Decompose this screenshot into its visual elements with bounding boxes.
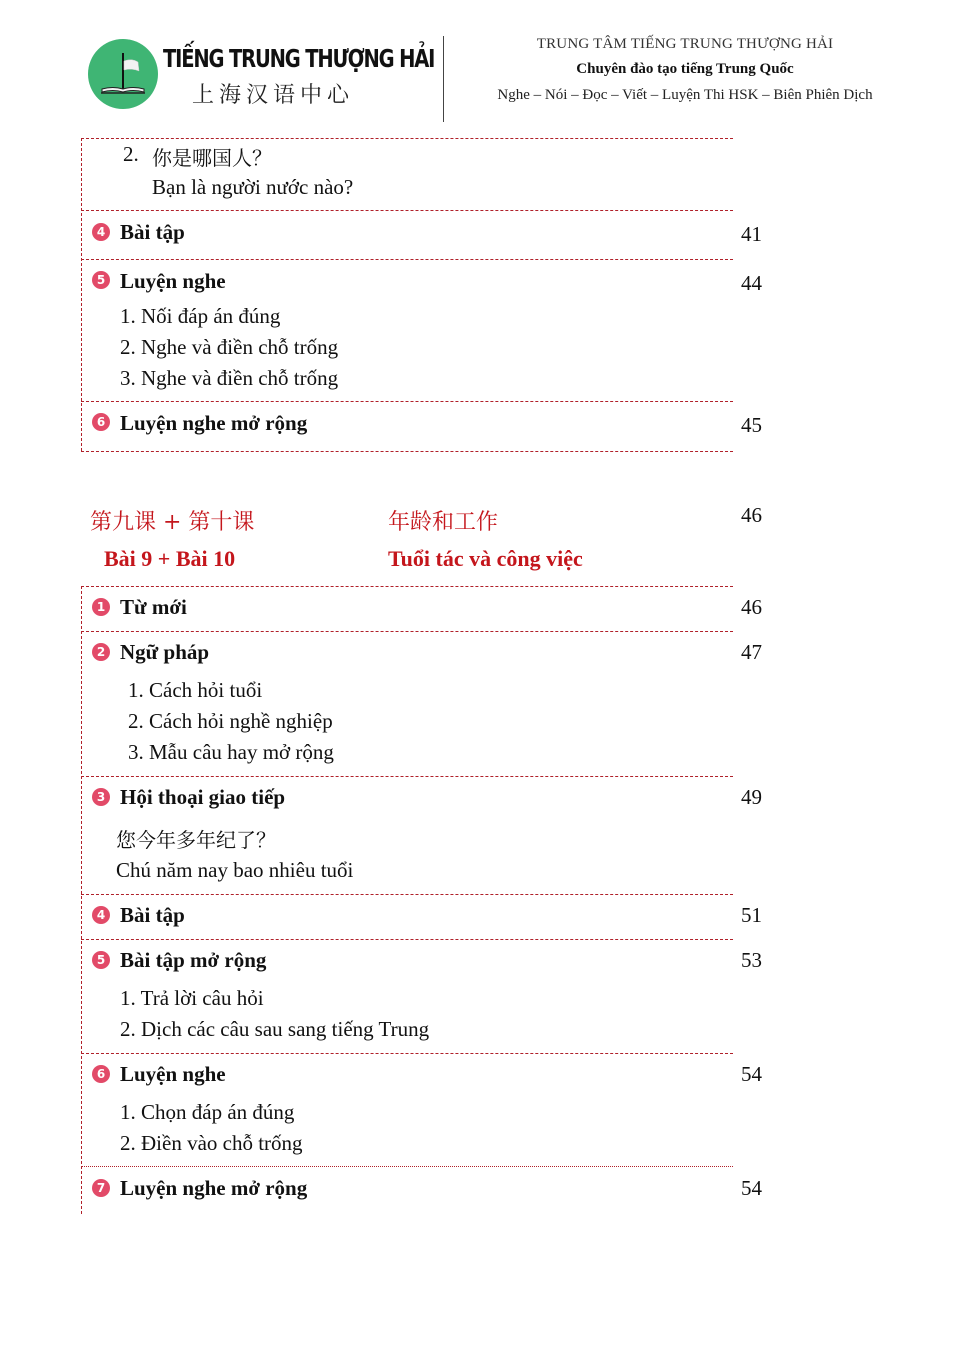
page-number: 45 xyxy=(741,413,762,437)
brand-name: TIẾNG TRUNG THƯỢNG HẢI xyxy=(163,44,435,73)
page-number: 44 xyxy=(741,271,762,295)
number-badge: 3 xyxy=(92,788,110,806)
lesson-number-chinese: 第九课 + 第十课 xyxy=(90,510,255,535)
divider xyxy=(81,776,733,777)
toc-subitem-chinese[interactable]: 您今年多年纪了？ xyxy=(116,828,276,852)
entry-title: Từ mới xyxy=(120,595,187,619)
subitem-vietnamese: Bạn là người nước nào? xyxy=(152,175,354,199)
toc-subitem[interactable]: 2. Dịch các câu sau sang tiếng Trung xyxy=(120,1017,430,1041)
center-name: TRUNG TÂM TIẾNG TRUNG THƯỢNG HẢI xyxy=(536,36,834,52)
entry-title: Luyện nghe mở rộng xyxy=(120,411,308,435)
number-badge: 5 xyxy=(92,951,110,969)
toc-subitem[interactable]: 2. Cách hỏi nghề nghiệp xyxy=(128,709,333,733)
book-flag-icon xyxy=(88,39,158,109)
toc-subitem[interactable]: 1. Chọn đáp án đúng xyxy=(120,1100,295,1124)
divider xyxy=(81,138,733,139)
number-badge: 2 xyxy=(92,643,110,661)
toc-subitem[interactable]: 2. Nghe và điền chỗ trống xyxy=(120,335,339,359)
toc-subitem[interactable]: 1. Nối đáp án đúng xyxy=(120,304,281,328)
page-number: 53 xyxy=(741,948,762,972)
logo xyxy=(88,39,158,109)
header-info xyxy=(460,34,910,105)
toc-subitem[interactable]: 1. Trả lời câu hỏi xyxy=(120,986,264,1010)
number-badge: 4 xyxy=(92,906,110,924)
entry-title: Bài tập xyxy=(120,903,185,927)
entry-title: Hội thoại giao tiếp xyxy=(120,785,286,809)
toc-subitem[interactable]: 3. Nghe và điền chỗ trống xyxy=(120,366,339,390)
lesson-number-vietnamese: Bài 9 + Bài 10 xyxy=(104,546,236,571)
divider xyxy=(81,631,733,632)
divider xyxy=(81,451,733,452)
entry-title: Bài tập xyxy=(120,220,185,244)
number-badge: 7 xyxy=(92,1179,110,1197)
page-number: 41 xyxy=(741,222,762,246)
header-divider xyxy=(443,36,444,122)
divider xyxy=(81,401,733,402)
divider xyxy=(81,259,733,260)
number-badge: 6 xyxy=(92,1065,110,1083)
lesson-title-vietnamese: Tuổi tác và công việc xyxy=(388,546,583,571)
page-number: 54 xyxy=(741,1176,762,1200)
subitem-chinese: 你是哪国人？ xyxy=(152,146,272,170)
toc-subitem[interactable]: 2. Điền vào chỗ trống xyxy=(120,1131,303,1155)
entry-title: Luyện nghe xyxy=(120,269,226,293)
number-badge: 4 xyxy=(92,223,110,241)
lesson-title-chinese: 年龄和工作 xyxy=(388,510,499,535)
toc-subitem[interactable]: 1. Cách hỏi tuổi xyxy=(128,678,263,702)
divider xyxy=(81,210,733,211)
tagline: Chuyên đào tạo tiếng Trung Quốc xyxy=(576,61,794,77)
divider xyxy=(81,1166,733,1167)
services-list: Nghe – Nói – Đọc – Viết – Luyện Thi HSK – Biên Phiên Dịch xyxy=(497,87,873,103)
divider xyxy=(81,894,733,895)
number-badge: 1 xyxy=(92,598,110,616)
entry-title: Ngữ pháp xyxy=(120,640,210,664)
divider xyxy=(81,586,733,587)
entry-title: Bài tập mở rộng xyxy=(120,948,267,972)
brand-chinese-name: 上海汉语中心 xyxy=(192,83,355,108)
page-number: 49 xyxy=(741,785,762,809)
number-badge: 6 xyxy=(92,413,110,431)
number-badge: 5 xyxy=(92,271,110,289)
page-number: 47 xyxy=(741,640,762,664)
page-number: 54 xyxy=(741,1062,762,1086)
subitem-number: 2. xyxy=(123,142,139,166)
page-header xyxy=(0,0,960,130)
entry-title: Luyện nghe mở rộng xyxy=(120,1176,308,1200)
entry-title: Luyện nghe xyxy=(120,1062,226,1086)
page-number: 46 xyxy=(741,595,762,619)
lesson-page-number: 46 xyxy=(741,503,762,527)
toc-subitem-vietnamese[interactable]: Chú năm nay bao nhiêu tuổi xyxy=(116,858,354,882)
divider xyxy=(81,939,733,940)
page-number: 51 xyxy=(741,903,762,927)
toc-subitem[interactable]: 3. Mẫu câu hay mở rộng xyxy=(128,740,334,764)
divider xyxy=(81,1053,733,1054)
